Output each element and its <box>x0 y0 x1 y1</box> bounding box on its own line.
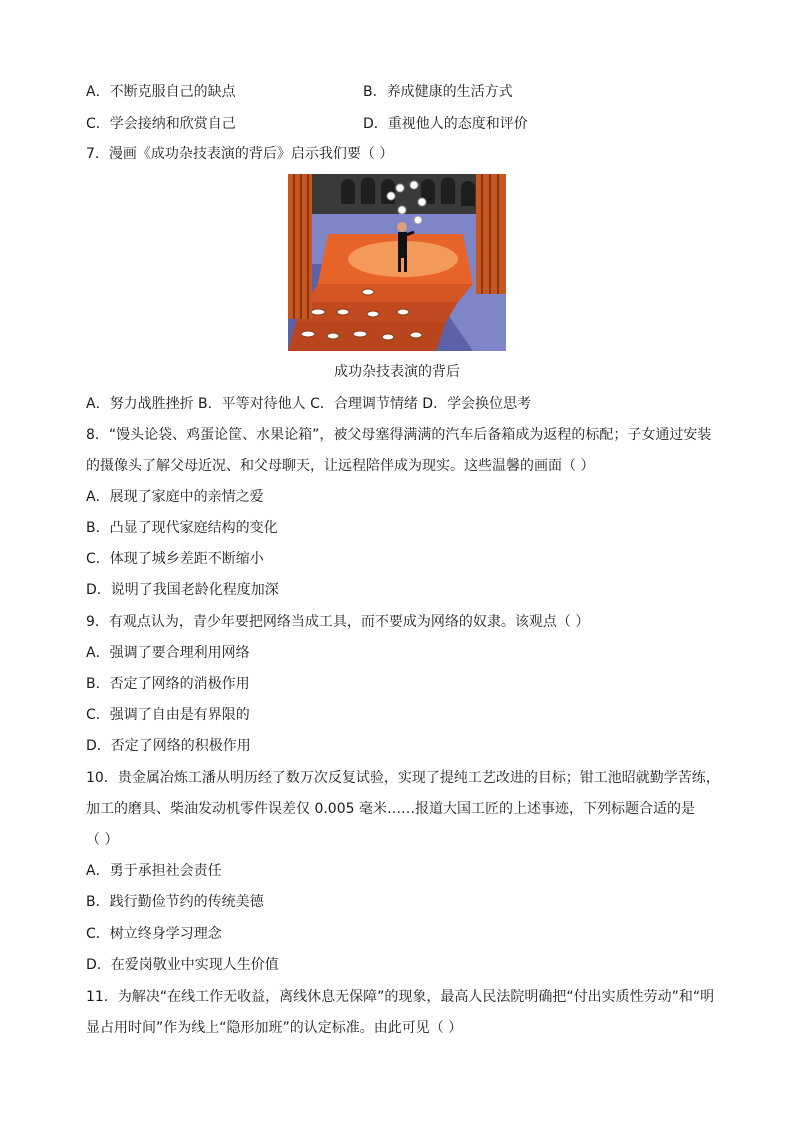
q6-option-b: B．养成健康的生活方式 <box>363 84 513 100</box>
acrobat-cartoon-image <box>288 174 506 351</box>
q10-stem-line1: 10．贵金属冶炼工潘从明历经了数万次反复试验，实现了提纯工艺改进的目标；钳工池昭就勤学苦练， <box>86 770 720 786</box>
q8-option-a: A．展现了家庭中的亲情之爱 <box>86 489 264 505</box>
q11-stem-line2: 显占用时间”作为线上“隐形加班”的认定标准。由此可见（ ） <box>86 1020 463 1036</box>
q6-option-a: A．不断克服自己的缺点 <box>86 84 236 100</box>
q8-option-d: D．说明了我国老龄化程度加深 <box>86 582 279 598</box>
q6-option-c: C．学会接纳和欣赏自己 <box>86 116 236 132</box>
q10-stem-line2: 加工的磨具、柴油发动机零件误差仅 0.005 毫米……报道大国工匠的上述事迹，下列标题合适的是 <box>86 801 695 817</box>
q10-stem-line3: （ ） <box>86 832 119 848</box>
q7-stem: 7．漫画《成功杂技表演的背后》启示我们要（ ） <box>86 146 394 162</box>
q8-option-c: C．体现了城乡差距不断缩小 <box>86 551 264 567</box>
q7-options: A．努力战胜挫折 B．平等对待他人 C．合理调节情绪 D．学会换位思考 <box>86 396 532 412</box>
q8-stem-line1: 8．“馒头论袋、鸡蛋论筐、水果论箱”，被父母塞得满满的汽车后备箱成为返程的标配；子女通过安装 <box>86 427 712 443</box>
q9-option-c: C．强调了自由是有界限的 <box>86 707 250 723</box>
q10-option-a: A．勇于承担社会责任 <box>86 863 222 879</box>
figure-caption: 成功杂技表演的背后 <box>334 364 460 380</box>
q9-stem: 9．有观点认为，青少年要把网络当成工具，而不要成为网络的奴隶。该观点（ ） <box>86 614 590 630</box>
q10-option-c: C．树立终身学习理念 <box>86 926 222 942</box>
q10-option-b: B．践行勤俭节约的传统美德 <box>86 894 264 910</box>
q9-option-b: B．否定了网络的消极作用 <box>86 676 250 692</box>
q10-option-d: D．在爱岗敬业中实现人生价值 <box>86 957 279 973</box>
q9-option-d: D．否定了网络的积极作用 <box>86 738 251 754</box>
q8-option-b: B．凸显了现代家庭结构的变化 <box>86 520 278 536</box>
q6-option-d: D．重视他人的态度和评价 <box>363 116 528 132</box>
q11-stem-line1: 11．为解决“在线工作无收益，离线休息无保障”的现象，最高人民法院明确把“付出实质性劳动”和“明 <box>86 989 715 1005</box>
q8-stem-line2: 的摄像头了解父母近况、和父母聊天，让远程陪伴成为现实。这些温馨的画面（ ） <box>86 458 595 474</box>
q9-option-a: A．强调了要合理利用网络 <box>86 645 250 661</box>
